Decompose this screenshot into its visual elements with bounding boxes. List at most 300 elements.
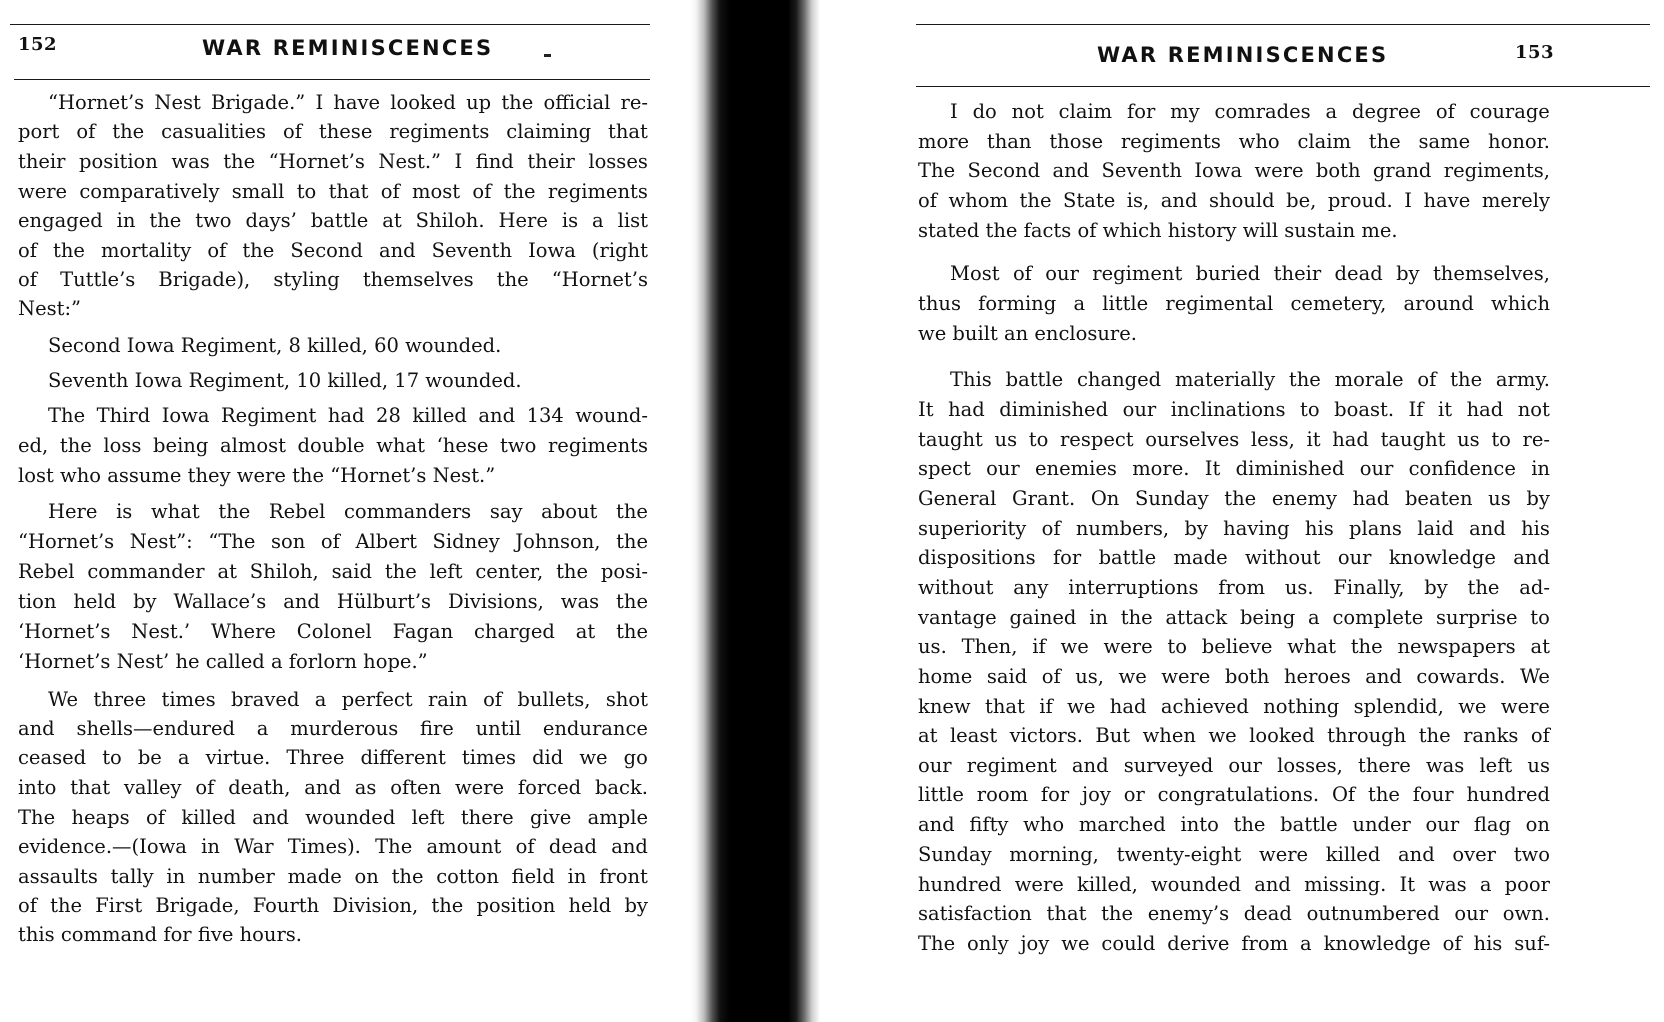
word: of xyxy=(472,180,492,203)
word: Seventh xyxy=(1101,159,1182,182)
word: the xyxy=(1288,368,1321,391)
text-line xyxy=(918,635,1550,659)
word: knew xyxy=(918,695,971,718)
word: by xyxy=(1396,262,1420,285)
word: Albert xyxy=(355,530,417,553)
text-line xyxy=(918,428,1550,452)
word: by xyxy=(1184,517,1208,540)
word: for xyxy=(1040,783,1070,806)
word: our xyxy=(986,457,1020,480)
word: in xyxy=(201,835,220,858)
word: room xyxy=(976,783,1029,806)
word: official xyxy=(543,91,611,114)
word: of xyxy=(1012,262,1032,285)
text-line xyxy=(950,100,1550,124)
text-line xyxy=(18,620,648,644)
word: to xyxy=(296,180,317,203)
word: It xyxy=(918,398,934,421)
word: to xyxy=(1491,428,1511,451)
running-head: WAR REMINISCENCES xyxy=(202,36,494,60)
word: in xyxy=(567,865,587,888)
word: the xyxy=(50,894,83,917)
word: had xyxy=(327,404,365,427)
word: commanders xyxy=(344,500,472,523)
word: comparatively xyxy=(79,180,220,203)
word: left xyxy=(1479,754,1513,777)
text-line xyxy=(18,590,648,614)
word: the xyxy=(1350,635,1383,658)
word: joy xyxy=(1082,783,1111,806)
word: our xyxy=(1122,398,1157,421)
text-line xyxy=(918,783,1550,807)
word: Shiloh. xyxy=(415,209,485,232)
word: newspapers xyxy=(1397,635,1516,658)
word: there xyxy=(1358,754,1411,777)
word: often xyxy=(390,776,442,799)
text-line xyxy=(48,404,648,428)
word: It xyxy=(1399,873,1416,896)
word: of xyxy=(320,530,340,553)
text-line xyxy=(48,500,648,524)
word: of xyxy=(146,806,165,829)
word: more xyxy=(918,130,970,153)
word: beaten xyxy=(1404,487,1473,510)
word: 134 xyxy=(526,404,564,427)
word: the xyxy=(1368,130,1401,153)
word: and xyxy=(378,239,416,262)
word: front xyxy=(599,865,648,888)
word: diminished xyxy=(1235,457,1345,480)
text-line xyxy=(18,776,648,800)
word: whom xyxy=(948,189,1008,212)
word: at xyxy=(1530,635,1550,658)
text-line xyxy=(918,902,1550,926)
word: what xyxy=(150,500,200,523)
word: over xyxy=(1452,843,1497,866)
text-line xyxy=(918,576,1550,600)
text-line xyxy=(18,434,648,458)
word: boast. xyxy=(1334,398,1395,421)
word: endurance xyxy=(542,717,648,740)
word: under xyxy=(1352,813,1411,836)
word: Brigade.” xyxy=(211,91,306,114)
word: the xyxy=(149,209,182,232)
word: ed, xyxy=(18,434,49,457)
word: Division, xyxy=(332,894,419,917)
word: the xyxy=(1233,813,1266,836)
word: should xyxy=(1209,189,1275,212)
word: morale xyxy=(1334,368,1404,391)
word: times xyxy=(161,688,216,711)
word: tion xyxy=(18,590,57,613)
word: by xyxy=(1526,487,1550,510)
word: murderous xyxy=(290,717,399,740)
text-line xyxy=(918,398,1550,422)
word: say xyxy=(489,500,523,523)
word: wound- xyxy=(575,404,648,427)
word: ourselves xyxy=(1145,428,1240,451)
word: I xyxy=(315,91,324,114)
word: had xyxy=(1466,398,1504,421)
word: amount xyxy=(426,835,502,858)
word: killed xyxy=(181,806,236,829)
text-line xyxy=(18,239,648,263)
word: on xyxy=(354,865,379,888)
word: for xyxy=(1052,546,1082,569)
word: left xyxy=(429,560,463,583)
word: Hülburt’s xyxy=(336,590,432,613)
word: enemy xyxy=(1271,487,1337,510)
word: we xyxy=(579,746,608,769)
word: a xyxy=(177,746,190,769)
word: until xyxy=(475,717,522,740)
word: a xyxy=(314,688,327,711)
word: Then, xyxy=(961,635,1018,658)
word: into xyxy=(18,776,57,799)
word: The xyxy=(48,404,86,427)
text-line xyxy=(18,835,648,859)
word: hundred xyxy=(1466,783,1550,806)
word: complete xyxy=(1332,606,1424,629)
word: battle xyxy=(1280,813,1338,836)
word: us xyxy=(1527,754,1550,777)
word: is xyxy=(116,500,133,523)
word: “The xyxy=(208,530,256,553)
text-line xyxy=(18,865,648,889)
word: of xyxy=(282,120,302,143)
word: cowards. xyxy=(1416,665,1506,688)
word: of xyxy=(918,189,937,212)
word: there xyxy=(460,806,514,829)
word: go xyxy=(623,746,648,769)
word: from xyxy=(1241,932,1289,955)
word: numbers, xyxy=(1075,517,1170,540)
word: of xyxy=(1417,368,1437,391)
word: of xyxy=(18,894,37,917)
word: styling xyxy=(273,268,340,291)
word: the xyxy=(1120,606,1153,629)
word: as xyxy=(354,776,377,799)
word: were xyxy=(454,776,505,799)
page-number: 153 xyxy=(1515,42,1555,63)
word: the xyxy=(616,500,648,523)
word: to xyxy=(1028,428,1049,451)
stray-mark xyxy=(544,54,551,57)
word: being xyxy=(153,434,209,457)
word: said xyxy=(331,560,372,583)
word: knowledge xyxy=(1388,546,1496,569)
text-line xyxy=(918,517,1550,541)
word: Wallace’s xyxy=(173,590,267,613)
word: the xyxy=(1467,576,1500,599)
word: having xyxy=(1223,517,1290,540)
word: and xyxy=(18,717,55,740)
word: of xyxy=(515,835,535,858)
word: ceased xyxy=(18,746,87,769)
word: Nest.’ xyxy=(131,620,191,643)
word: the xyxy=(1368,783,1400,806)
word: regimental xyxy=(1165,292,1274,315)
top-rule xyxy=(10,24,650,25)
text-line xyxy=(18,746,648,770)
text-line xyxy=(918,843,1550,867)
word: on xyxy=(1525,813,1550,836)
word: by xyxy=(1424,576,1448,599)
word: of xyxy=(1041,665,1061,688)
word: double xyxy=(297,434,365,457)
word: more. xyxy=(1132,457,1190,480)
text-line xyxy=(950,262,1550,286)
word: the xyxy=(53,239,85,262)
word: Here xyxy=(48,500,98,523)
word: proud. xyxy=(1327,189,1393,212)
word: in xyxy=(116,209,136,232)
word: if xyxy=(1039,695,1053,718)
word: changed xyxy=(1076,368,1162,391)
word: left xyxy=(411,806,445,829)
word: The xyxy=(18,806,56,829)
word: missing. xyxy=(1304,873,1387,896)
word: confidence xyxy=(1408,457,1516,480)
word: was xyxy=(1425,754,1465,777)
word: at xyxy=(382,209,402,232)
word: their xyxy=(18,150,66,173)
word: us xyxy=(1488,487,1511,510)
text-line xyxy=(918,873,1550,897)
word: Iowa xyxy=(1194,159,1243,182)
word: was xyxy=(1428,873,1467,896)
word: it xyxy=(1437,398,1453,421)
word: two xyxy=(1513,843,1550,866)
word: do xyxy=(972,100,997,123)
word: fire xyxy=(419,717,454,740)
word: enemies xyxy=(1034,457,1117,480)
word: commander xyxy=(87,560,205,583)
text-line: lost who assume they were the “Hornet’s Nest.” xyxy=(18,464,496,487)
word: were xyxy=(18,180,68,203)
word: both xyxy=(1315,159,1361,182)
word: believe xyxy=(1201,635,1273,658)
word: his xyxy=(1473,932,1503,955)
word: dead xyxy=(1243,902,1292,925)
word: diminished xyxy=(999,398,1109,421)
word: satisfaction xyxy=(918,902,1032,925)
word: regiments xyxy=(547,434,648,457)
word: the xyxy=(1224,487,1257,510)
word: us xyxy=(994,428,1018,451)
word: center, xyxy=(475,560,544,583)
word: casualities xyxy=(161,120,266,143)
text-line xyxy=(918,546,1550,570)
word: laid xyxy=(1417,517,1454,540)
word: in xyxy=(1089,606,1108,629)
word: dead xyxy=(1334,262,1383,285)
text-line xyxy=(18,120,648,144)
word: of xyxy=(1041,517,1061,540)
word: have xyxy=(1423,189,1471,212)
word: victors. xyxy=(1009,724,1083,747)
word: attack xyxy=(1165,606,1228,629)
word: we xyxy=(1458,695,1487,718)
word: my xyxy=(1170,100,1200,123)
word: Divisions, xyxy=(447,590,544,613)
text-line xyxy=(48,91,648,115)
word: rain xyxy=(427,688,468,711)
word: killed xyxy=(1325,843,1381,866)
text-line: we built an enclosure. xyxy=(918,322,1137,345)
word: were xyxy=(1161,665,1211,688)
text-line: Nest:” xyxy=(18,297,81,320)
word: and xyxy=(918,813,955,836)
word: I xyxy=(1404,189,1412,212)
word: a xyxy=(592,209,604,232)
word: same xyxy=(1418,130,1471,153)
word: surveyed xyxy=(1123,754,1214,777)
word: port xyxy=(18,120,60,143)
word: the xyxy=(112,120,145,143)
word: outnumbered xyxy=(1306,902,1440,925)
word: that xyxy=(1046,902,1087,925)
word: our xyxy=(1228,754,1262,777)
word: have xyxy=(333,91,381,114)
word: gained xyxy=(1009,606,1077,629)
word: ranks xyxy=(1463,724,1519,747)
word: was xyxy=(171,150,210,173)
word: dead xyxy=(548,835,597,858)
word: re- xyxy=(620,91,648,114)
word: Of xyxy=(1331,783,1356,806)
word: were xyxy=(1103,635,1153,658)
word: these xyxy=(318,120,373,143)
text-line xyxy=(918,159,1550,183)
text-line xyxy=(918,457,1550,481)
text-line xyxy=(18,806,648,830)
word: Shiloh, xyxy=(249,560,319,583)
word: Nest xyxy=(154,91,201,114)
word: dispositions xyxy=(918,546,1036,569)
word: themselves xyxy=(362,268,474,291)
word: and xyxy=(1052,159,1090,182)
word: us. xyxy=(1284,576,1314,599)
word: made xyxy=(1173,546,1228,569)
word: “Hornet’s xyxy=(48,91,145,114)
word: of xyxy=(1442,932,1462,955)
word: degree xyxy=(1352,100,1421,123)
word: did xyxy=(532,746,564,769)
word: of xyxy=(380,180,400,203)
text-line xyxy=(950,368,1550,392)
word: marched xyxy=(1078,813,1166,836)
word: son xyxy=(271,530,306,553)
word: the xyxy=(242,239,275,262)
word: congratulations. xyxy=(1157,783,1320,806)
word: The xyxy=(918,932,956,955)
word: through xyxy=(1327,724,1407,747)
word: joy xyxy=(1020,932,1050,955)
word: Here xyxy=(498,209,548,232)
word: looked xyxy=(1249,724,1315,747)
word: derive xyxy=(1167,932,1230,955)
word: number xyxy=(197,865,275,888)
word: two xyxy=(195,209,232,232)
word: Brigade, xyxy=(155,894,240,917)
word: by xyxy=(133,590,157,613)
text-line xyxy=(18,180,648,204)
word: themselves, xyxy=(1432,262,1550,285)
word: without xyxy=(1245,546,1321,569)
word: I xyxy=(950,100,958,123)
word: Tuttle’s xyxy=(60,268,136,291)
word: give xyxy=(529,806,572,829)
word: field xyxy=(511,865,555,888)
word: what xyxy=(1287,635,1336,658)
word: be xyxy=(137,746,162,769)
word: the xyxy=(384,560,417,583)
word: were xyxy=(1254,159,1304,182)
word: our xyxy=(918,754,952,777)
word: shells—endured xyxy=(76,717,236,740)
word: and xyxy=(1469,517,1506,540)
word: If xyxy=(1408,398,1424,421)
word: little xyxy=(1102,292,1149,315)
word: We xyxy=(1519,665,1550,688)
word: into xyxy=(1180,813,1219,836)
word: cotton xyxy=(436,865,499,888)
word: and xyxy=(478,404,516,427)
word: losses xyxy=(588,150,648,173)
text-line xyxy=(48,688,648,712)
word: regiment xyxy=(966,754,1057,777)
text-line xyxy=(18,150,648,174)
word: Johnson, xyxy=(515,530,601,553)
word: our xyxy=(1359,457,1394,480)
word: we xyxy=(1060,635,1089,658)
word: the xyxy=(391,865,424,888)
word: Regiment xyxy=(220,404,317,427)
word: held xyxy=(568,894,612,917)
word: superiority xyxy=(918,517,1027,540)
word: or xyxy=(1123,783,1145,806)
word: the xyxy=(496,268,529,291)
word: flag xyxy=(1473,813,1511,836)
word: is xyxy=(561,209,579,232)
word: us, xyxy=(1075,665,1104,688)
text-line xyxy=(918,695,1550,719)
word: “Hornet’s xyxy=(551,268,648,291)
word: Sunday xyxy=(918,843,992,866)
word: heaps xyxy=(71,806,130,829)
word: our xyxy=(1337,546,1372,569)
word: enemy’s xyxy=(1147,902,1230,925)
word: a xyxy=(1325,100,1338,123)
word: cemetery, xyxy=(1290,292,1387,315)
word: “Hornet’s xyxy=(268,150,365,173)
word: the xyxy=(616,620,648,643)
word: surprise xyxy=(1436,606,1518,629)
word: killed, xyxy=(1077,873,1138,896)
text-line xyxy=(18,560,648,584)
word: and xyxy=(1254,873,1291,896)
word: who xyxy=(1023,813,1065,836)
word: small xyxy=(231,180,285,203)
word: wounded xyxy=(305,806,396,829)
word: any xyxy=(1013,576,1049,599)
word: both xyxy=(1224,665,1270,688)
word: were xyxy=(1259,843,1309,866)
word: ample xyxy=(587,806,648,829)
word: of xyxy=(1435,100,1455,123)
word: that xyxy=(608,120,648,143)
